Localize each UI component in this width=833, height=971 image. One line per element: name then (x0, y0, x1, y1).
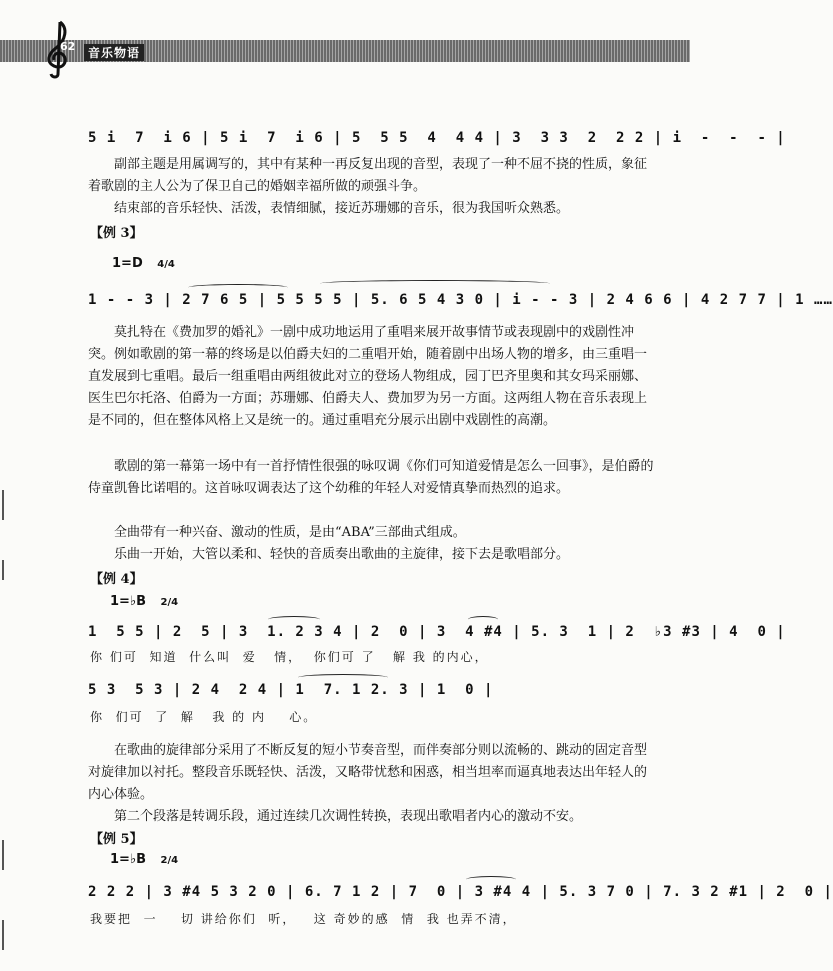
running-title: 音乐物语 (84, 44, 144, 61)
lyrics-line: 你 们可 知道 什么叫 爱 情， 你们可 了 解 我 的内心， (90, 650, 489, 664)
paragraph: 莫扎特在《费加罗的婚礼》一剧中成功地运用了重唱来展开故事情节或表现剧中的戏剧性冲突。例如歌剧的第一幕的终场是以伯爵夫妇的二重唱开始，随着剧中出场人物的增多，由三重唱一直发展到七重唱。最后一组重唱由两组彼此对立的登场人物组成，园丁巴齐里奥和其女玛采丽娜、医生巴尔托洛、伯爵为一方面；苏珊娜、伯爵夫人、费加罗为另一方面。这两组人物在音乐表现上是不同的，但在整体风格上又是统一的。通过重唱充分展示出剧中戏剧性的高潮。 (88, 325, 648, 428)
meter: 4/4 (157, 259, 175, 270)
paragraph: 全曲带有一种兴奋、激动的性质，是由“ABA”三部曲式组成。 (114, 525, 466, 540)
slur-mark (298, 674, 388, 681)
key-signature (112, 256, 175, 271)
key: 1=♭B (110, 852, 146, 867)
paragraph: 歌剧的第一幕第一场中有一首抒情性很强的咏叹调《你们可知道爱情是怎么一回事》，是伯爵的侍童凯鲁比诺唱的。这首咏叹调表达了这个幼稚的年轻人对爱情真挚而热烈的追求。 (88, 459, 654, 496)
notation-line: 2 2 2 | 3 #4 5 3 2 0 | 6. 7 1 2 | 7 0 | 3 #4 4 | 5. 3 7 0 | 7. 3 2 #1 | 2 0 | (88, 884, 833, 900)
key: 1=D (112, 256, 143, 271)
paragraph: 结束部的音乐轻快、活泼，表情细腻，接近苏珊娜的音乐，很为我国听众熟悉。 (114, 201, 570, 216)
key-signature (110, 852, 178, 867)
paragraph: 在歌曲的旋律部分采用了不断反复的短小节奏音型，而伴奏部分则以流畅的、跳动的固定音型对旋律加以衬托。整段音乐既轻快、活泼，又略带忧愁和困惑，相当坦率而逼真地表达出年轻人的内心体验。 (88, 743, 648, 802)
slur-mark (268, 616, 320, 623)
paragraph: 副部主题是用属调写的，其中有某种一再反复出现的音型，表现了一种不屈不挠的性质，象征着歌剧的主人公为了保卫自己的婚姻幸福所做的顽强斗争。 (88, 157, 648, 194)
notation-line: 5 i 7 i 6 | 5 i 7 i 6 | 5 5 5 4 4 4 | 3 3 3 2 2 2 | i - - - | (88, 130, 786, 146)
example-label: 【例 4】 (90, 572, 143, 587)
example-label: 【例 3】 (90, 226, 143, 241)
notation-line: 1 - - 3 | 2 7 6 5 | 5 5 5 5 | 5. 6 5 4 3 0 | i - - 3 | 2 4 6 6 | 4 2 7 7 | 1 …… (88, 292, 833, 308)
slur-mark (188, 284, 288, 291)
example-label: 【例 5】 (90, 832, 143, 847)
lyrics-line: 我要把 一 切 讲给你们 听， 这 奇妙的感 情 我 也弄不清， (90, 912, 517, 926)
slur-mark (468, 616, 498, 623)
slur-mark (320, 280, 550, 287)
slur-mark (466, 876, 516, 883)
paragraph: 乐曲一开始，大管以柔和、轻快的音质奏出歌曲的主旋律，接下去是歌唱部分。 (114, 547, 570, 562)
lyrics-line: 你 们可 了 解 我 的 内 心。 (90, 710, 318, 724)
key-signature (110, 594, 178, 609)
notation-line: 1 5 5 | 2 5 | 3 1. 2 3 4 | 2 0 | 3 4 #4 | 5. 3 1 | 2 ♭3 #3 | 4 0 | (88, 624, 786, 640)
paragraph: 第二个段落是转调乐段，通过连续几次调性转换，表现出歌唱者内心的激动不安。 (114, 809, 583, 824)
notation-line: 5 3 5 3 | 2 4 2 4 | 1 7. 1 2. 3 | 1 0 | (88, 682, 494, 698)
meter: 2/4 (160, 855, 179, 866)
page-number: 62 (60, 40, 76, 53)
key: 1=♭B (110, 594, 146, 609)
meter: 2/4 (160, 597, 179, 608)
